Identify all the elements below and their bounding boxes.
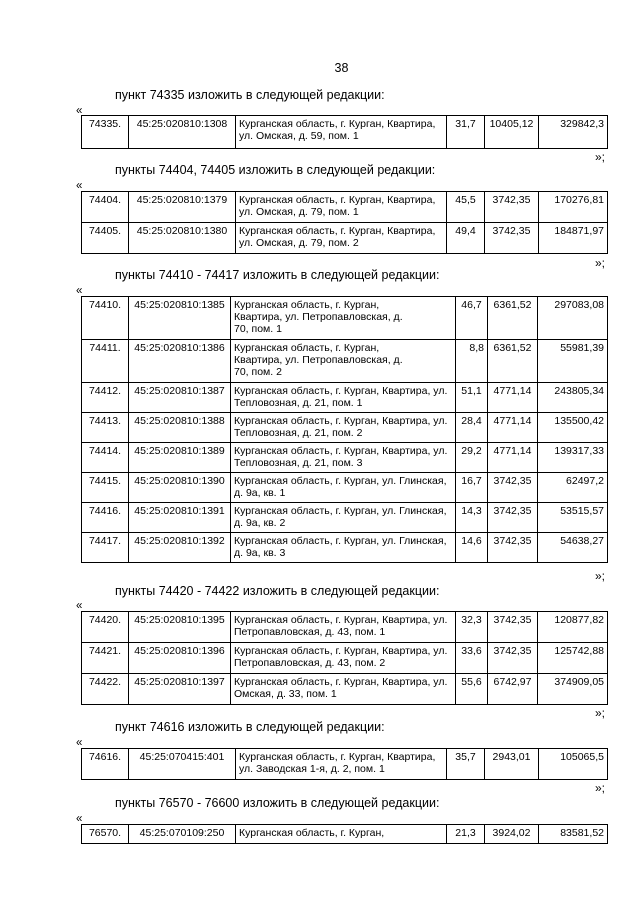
address: Курганская область, г. Курган, Квартира, ул. Тепловозная, д. 21, пом. 1: [231, 383, 456, 413]
row-number: 74411.: [82, 340, 129, 383]
price: 10405,12: [485, 116, 539, 149]
section-heading: пункты 74410 - 74417 изложить в следующей редакции:: [115, 268, 440, 282]
address: Курганская область, г. Курган, Квартира, ул. Омская, д. 33, пом. 1: [231, 674, 456, 705]
total: 139317,33: [538, 443, 608, 473]
total: 125742,88: [538, 643, 608, 674]
cadastral-number: 45:25:020810:1390: [129, 473, 231, 503]
price: 3742,35: [488, 473, 538, 503]
page-number: 38: [334, 61, 349, 75]
row-number: 74404.: [82, 192, 129, 223]
price: 4771,14: [488, 383, 538, 413]
quote-close: »;: [595, 781, 606, 795]
table-row: [82, 192, 608, 223]
quote-open: «: [76, 813, 83, 825]
address: [231, 340, 456, 383]
area: 14,6: [456, 533, 488, 563]
area: 51,1: [456, 383, 488, 413]
table-row: [82, 533, 608, 563]
cadastral-number: 45:25:020810:1379: [129, 192, 236, 223]
cadastral-number: 45:25:020810:1396: [129, 643, 231, 674]
row-number: 74416.: [82, 503, 129, 533]
area: 45,5: [447, 192, 485, 223]
table-section-74410: [81, 296, 608, 563]
cadastral-number: 45:25:020810:1388: [129, 413, 231, 443]
cadastral-number: 45:25:020810:1391: [129, 503, 231, 533]
total: 53515,57: [538, 503, 608, 533]
total: 62497,2: [538, 473, 608, 503]
row-number: 74421.: [82, 643, 129, 674]
cadastral-number: 45:25:020810:1308: [129, 116, 236, 149]
area: 33,6: [456, 643, 488, 674]
section-heading: пункты 74404, 74405 изложить в следующей редакции:: [115, 163, 436, 177]
table-row: [82, 612, 608, 643]
row-number: 74405.: [82, 223, 129, 254]
row-number: 74420.: [82, 612, 129, 643]
quote-close: »;: [595, 256, 606, 270]
quote-open: «: [76, 737, 83, 749]
table-section-74404: [81, 191, 608, 254]
table-row: [82, 443, 608, 473]
row-number: 74412.: [82, 383, 129, 413]
address: Курганская область, г. Курган,: [236, 825, 447, 844]
area: 8,8: [456, 340, 488, 383]
price: 4771,14: [488, 413, 538, 443]
row-number: 74616.: [82, 749, 129, 780]
table-row: [82, 116, 608, 149]
row-number: 74413.: [82, 413, 129, 443]
address: Курганская область, г. Курган, ул. Глинская, д. 9а, кв. 1: [231, 473, 456, 503]
price: 3742,35: [488, 612, 538, 643]
address: Курганская область, г. Курган, Квартира, ул. Петропавловская, д. 43, пом. 2: [231, 643, 456, 674]
table-section-74616: [81, 748, 608, 780]
area: 31,7: [447, 116, 485, 149]
total: 83581,52: [539, 825, 608, 844]
area: 29,2: [456, 443, 488, 473]
cadastral-number: 45:25:070415:401: [129, 749, 236, 780]
address-text: Курганская область, г. Курган, Квартира, ул. Петропавловская, д. 70, пом. 2: [234, 342, 403, 378]
cadastral-number: 45:25:020810:1387: [129, 383, 231, 413]
price: 3742,35: [485, 223, 539, 254]
table-row: [82, 223, 608, 254]
section-heading: пункты 76570 - 76600 изложить в следующей редакции:: [115, 796, 440, 810]
total: 170276,81: [539, 192, 608, 223]
row-number: 74410.: [82, 297, 129, 340]
total: 55981,39: [538, 340, 608, 383]
table-row: [82, 383, 608, 413]
price: 6361,52: [488, 340, 538, 383]
table-row: [82, 503, 608, 533]
quote-open: «: [76, 285, 83, 297]
area: 28,4: [456, 413, 488, 443]
address: Курганская область, г. Курган, ул. Глинская, д. 9а, кв. 2: [231, 503, 456, 533]
total: 374909,05: [538, 674, 608, 705]
price: 3924,02: [485, 825, 539, 844]
table-row: [82, 643, 608, 674]
price: 3742,35: [488, 643, 538, 674]
row-number: 74422.: [82, 674, 129, 705]
total: 120877,82: [538, 612, 608, 643]
total: 329842,3: [539, 116, 608, 149]
address: Курганская область, г. Курган, Квартира, ул. Петропавловская, д. 43, пом. 1: [231, 612, 456, 643]
cadastral-number: 45:25:020810:1392: [129, 533, 231, 563]
price: 3742,35: [488, 533, 538, 563]
area: 49,4: [447, 223, 485, 254]
table-section-76570: [81, 824, 608, 844]
table-row: [82, 297, 608, 340]
price: 3742,35: [488, 503, 538, 533]
cadastral-number: 45:25:020810:1385: [129, 297, 231, 340]
row-number: 74335.: [82, 116, 129, 149]
area: 14,3: [456, 503, 488, 533]
row-number: 74414.: [82, 443, 129, 473]
row-number: 76570.: [82, 825, 129, 844]
table-row: [82, 473, 608, 503]
price: 4771,14: [488, 443, 538, 473]
price: 6361,52: [488, 297, 538, 340]
address: Курганская область, г. Курган, Квартира, ул. Омская, д. 59, пом. 1: [236, 116, 447, 149]
cadastral-number: 45:25:020810:1386: [129, 340, 231, 383]
total: 297083,08: [538, 297, 608, 340]
address: Курганская область, г. Курган, ул. Глинская, д. 9а, кв. 3: [231, 533, 456, 563]
area: 55,6: [456, 674, 488, 705]
total: 105065,5: [539, 749, 608, 780]
quote-open: «: [76, 105, 83, 117]
table-section-74335: [81, 115, 608, 149]
cadastral-number: 45:25:020810:1380: [129, 223, 236, 254]
quote-close: »;: [595, 706, 606, 720]
table-row: [82, 413, 608, 443]
total: 184871,97: [539, 223, 608, 254]
cadastral-number: 45:25:020810:1397: [129, 674, 231, 705]
section-heading: пункт 74335 изложить в следующей редакции:: [115, 88, 385, 102]
address: Курганская область, г. Курган, Квартира, ул. Тепловозная, д. 21, пом. 2: [231, 413, 456, 443]
total: 243805,34: [538, 383, 608, 413]
table-row: [82, 340, 608, 383]
quote-close: »;: [595, 569, 606, 583]
area: 16,7: [456, 473, 488, 503]
section-heading: пункты 74420 - 74422 изложить в следующей редакции:: [115, 584, 440, 598]
quote-close: »;: [595, 150, 606, 164]
cadastral-number: 45:25:070109:250: [129, 825, 236, 844]
price: 2943,01: [485, 749, 539, 780]
area: 32,3: [456, 612, 488, 643]
address-text: Курганская область, г. Курган, Квартира, ул. Петропавловская, д. 70, пом. 1: [234, 299, 403, 335]
quote-open: «: [76, 600, 83, 612]
total: 54638,27: [538, 533, 608, 563]
row-number: 74417.: [82, 533, 129, 563]
row-number: 74415.: [82, 473, 129, 503]
address: Курганская область, г. Курган, Квартира, ул. Заводская 1-я, д. 2, пом. 1: [236, 749, 447, 780]
address: Курганская область, г. Курган, Квартира, ул. Тепловозная, д. 21, пом. 3: [231, 443, 456, 473]
total: 135500,42: [538, 413, 608, 443]
section-heading: пункт 74616 изложить в следующей редакции:: [115, 720, 385, 734]
address: Курганская область, г. Курган, Квартира, ул. Омская, д. 79, пом. 1: [236, 192, 447, 223]
table-section-74420: [81, 611, 608, 705]
area: 46,7: [456, 297, 488, 340]
quote-open: «: [76, 180, 83, 192]
price: 3742,35: [485, 192, 539, 223]
address: [231, 297, 456, 340]
cadastral-number: 45:25:020810:1395: [129, 612, 231, 643]
cadastral-number: 45:25:020810:1389: [129, 443, 231, 473]
table-row: [82, 674, 608, 705]
table-row: [82, 825, 608, 844]
table-row: [82, 749, 608, 780]
price: 6742,97: [488, 674, 538, 705]
area: 21,3: [447, 825, 485, 844]
address: Курганская область, г. Курган, Квартира, ул. Омская, д. 79, пом. 2: [236, 223, 447, 254]
area: 35,7: [447, 749, 485, 780]
